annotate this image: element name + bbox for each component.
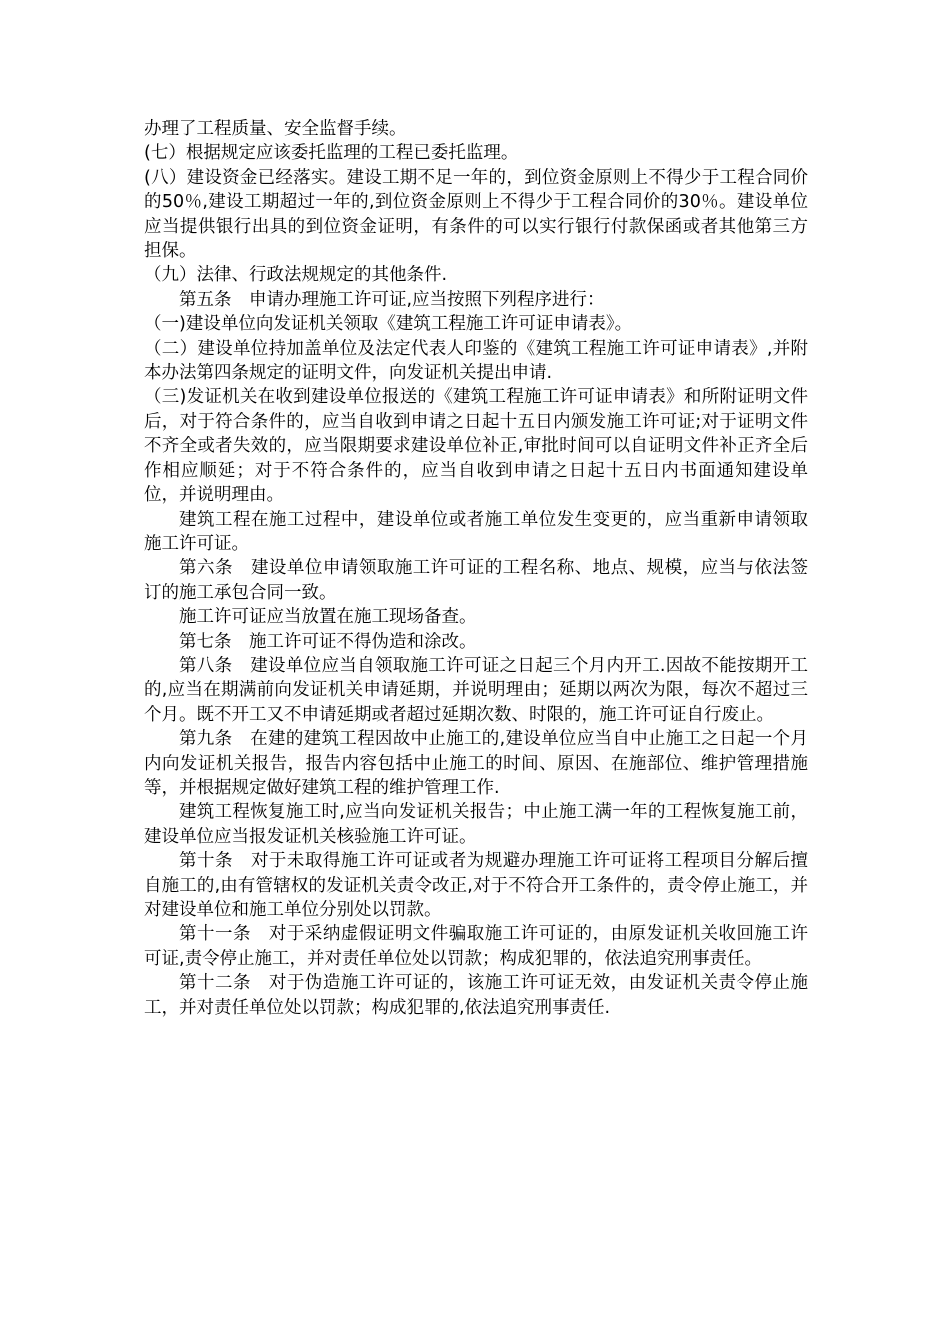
paragraph-1: 办理了工程质量、安全监督手续。 xyxy=(144,119,407,139)
paragraph-8: （三)发证机关在收到建设单位报送的《建筑工程施工许可证申请表》和所附证明文件后，对于符合条件的，应当自收到申请之日起十五日内颁发施工许可证;对于证明文件不齐全或者失效的，应当限期要求建设单位补正,审批时间可以自证明文件补正齐全后作相应顺延；对于不符合条件的，应当自收到申请之日起十五日内书面通知建设单位，并说明理由。 xyxy=(144,387,808,506)
paragraph-10: 第六条 建设单位申请领取施工许可证的工程名称、地点、规模，应当与依法签订的施工承包合同一致。 xyxy=(144,558,808,603)
paragraph-7: （二）建设单位持加盖单位及法定代表人印鉴的《建筑工程施工许可证申请表》,并附本办法第四条规定的证明文件，向发证机关提出申请. xyxy=(144,338,808,384)
paragraph-13: 第八条 建设单位应当自领取施工许可证之日起三个月内开工.因故不能按期开工的,应当在期满前向发证机关申请延期，并说明理由；延期以两次为限，每次不超过三个月。既不开工又不申请延期或者超过延期次数、时限的，施工许可证自行废止。 xyxy=(144,655,808,725)
paragraph-11: 施工许可证应当放置在施工现场备查。 xyxy=(179,607,477,628)
paragraph-4: （九）法律、行政法规规定的其他条件. xyxy=(144,265,448,286)
document-body xyxy=(144,117,808,1020)
paragraph-18: 第十二条 对于伪造施工许可证的，该施工许可证无效，由发证机关责令停止施工，并对责任单位处以罚款；构成犯罪的,依法追究刑事责任. xyxy=(144,973,808,1018)
paragraph-15: 建筑工程恢复施工时,应当向发证机关报告；中止施工满一年的工程恢复施工前，建设单位应当报发证机关核验施工许可证。 xyxy=(144,802,808,847)
paragraph-17: 第十一条 对于采纳虚假证明文件骗取施工许可证的，由原发证机关收回施工许可证,责令停止施工，并对责任单位处以罚款；构成犯罪的，依法追究刑事责任。 xyxy=(144,924,808,969)
paragraph-3: (八）建设资金已经落实。建设工期不足一年的，到位资金原则上不得少于工程合同价的50％,建设工期超过一年的,到位资金原则上不得少于工程合同价的30％。建设单位应当提供银行出具的到位资金证明，有条件的可以实行银行付款保函或者其他第三方担保。 xyxy=(144,167,808,262)
paragraph-9: 建筑工程在施工过程中，建设单位或者施工单位发生变更的，应当重新申请领取施工许可证。 xyxy=(144,509,808,554)
paragraph-6: （一)建设单位向发证机关领取《建筑工程施工许可证申请表》。 xyxy=(144,314,633,335)
paragraph-2: (七）根据规定应该委托监理的工程已委托监理。 xyxy=(144,143,519,164)
paragraph-12: 第七条 施工许可证不得伪造和涂改。 xyxy=(179,631,477,652)
paragraph-16: 第十条 对于未取得施工许可证或者为规避办理施工许可证将工程项目分解后擅自施工的,由有管辖权的发证机关责令改正,对于不符合开工条件的，责令停止施工，并对建设单位和施工单位分别处以罚款。 xyxy=(144,851,808,920)
paragraph-5: 第五条 申请办理施工许可证,应当按照下列程序进行： xyxy=(179,289,605,310)
paragraph-14: 第九条 在建的建筑工程因故中止施工的,建设单位应当自中止施工之日起一个月内向发证机关报告，报告内容包括中止施工的时间、原因、在施部位、维护管理措施等，并根据规定做好建筑工程的维护管理工作. xyxy=(144,729,808,798)
